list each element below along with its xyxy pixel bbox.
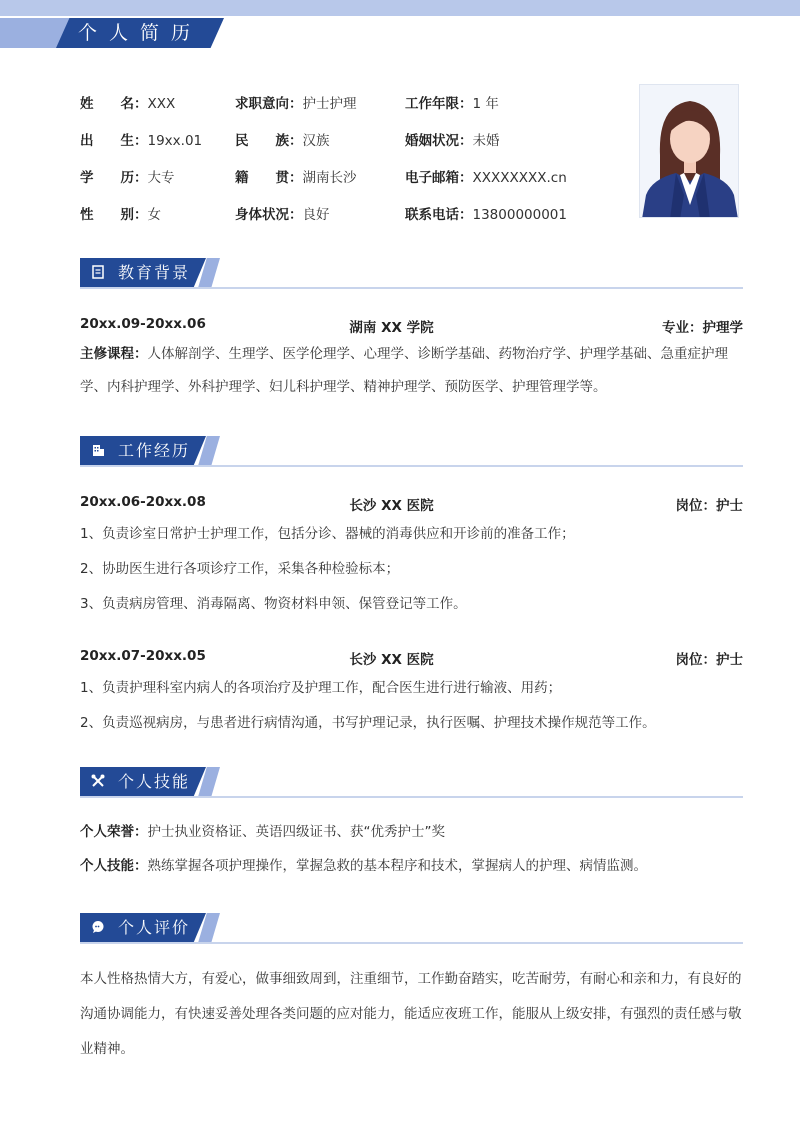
info-birth: 出 生：19xx.01 [80, 133, 203, 149]
skill-text: 熟练掌握各项护理操作，掌握急救的基本程序和技术，掌握病人的护理、病情监测。 [147, 858, 647, 874]
info-education: 学 历：大专 [80, 170, 175, 186]
skills-content [80, 815, 745, 883]
education-major: 专业：护理学 [662, 320, 743, 336]
section-divider [80, 796, 743, 798]
skill-line [80, 849, 745, 883]
job-duty-item: 2、协助医生进行各项诊疗工作，采集各种检验标本； [80, 561, 400, 577]
job-organization: 长沙 XX 医院 [349, 652, 434, 668]
job-period: 20xx.06-20xx.08 [80, 494, 206, 510]
section-evaluation-header [80, 913, 743, 945]
courses-text: 人体解剖学、生理学、医学伦理学、心理学、诊断学基础、药物治疗学、护理学基础、急重症护理学、内科护理学、外科护理学、妇儿科护理学、精神护理学、预防医学、护理管理学等。 [80, 346, 728, 395]
section-education-header [80, 258, 743, 290]
avatar-illustration [640, 85, 739, 218]
info-row [80, 197, 620, 234]
section-title: 个人评价 [118, 918, 191, 937]
section-work-header [80, 436, 743, 468]
skill-label: 个人技能： [80, 858, 148, 874]
info-work-years: 工作年限：1 年 [405, 96, 499, 112]
honor-line [80, 815, 745, 849]
resume-title-banner [0, 18, 230, 48]
job-duties [80, 671, 745, 741]
page-title: 个人简历 [77, 22, 202, 44]
top-band [0, 0, 800, 16]
info-name: 姓 名：XXX [80, 96, 176, 112]
info-email: 电子邮箱：XXXXXXXX.cn [405, 170, 567, 186]
job-duty-item: 2、负责巡视病房，与患者进行病情沟通，书写护理记录，执行医嘱、护理技术操作规范等工作。 [80, 715, 656, 731]
tools-icon [90, 774, 106, 790]
job-position: 岗位：护士 [675, 652, 743, 668]
job-position: 岗位：护士 [675, 498, 743, 514]
section-skills-header [80, 767, 743, 799]
section-divider [80, 942, 743, 944]
basic-info [80, 86, 620, 234]
info-row [80, 160, 620, 197]
education-period: 20xx.09-20xx.06 [80, 316, 206, 332]
job-duty-item: 1、负责诊室日常护士护理工作，包括分诊、器械的消毒供应和开诊前的准备工作； [80, 526, 575, 542]
section-title: 个人技能 [118, 772, 191, 791]
education-school: 湖南 XX 学院 [349, 320, 434, 336]
info-row [80, 86, 620, 123]
job-duty-item: 1、负责护理科室内病人的各项治疗及护理工作，配合医生进行进行输液、用药； [80, 680, 562, 696]
info-job-intention: 求职意向：护士护理 [235, 96, 357, 112]
education-courses [80, 338, 745, 404]
job-period: 20xx.07-20xx.05 [80, 648, 206, 664]
section-title: 教育背景 [118, 263, 191, 282]
evaluation-text: 本人性格热情大方，有爱心，做事细致周到，注重细节，工作勤奋踏实，吃苦耐劳，有耐心和亲和力，有良好的沟通协调能力，有快速妥善处理各类问题的应对能力，能适应夜班工作，能服从上级安排，有强烈的责任感与敬业精神。 [80, 971, 742, 1057]
job-entry-header [80, 494, 743, 514]
info-marital-status: 婚姻状况：未婚 [405, 133, 500, 149]
info-health: 身体状况：良好 [235, 207, 330, 223]
honor-label: 个人荣誉： [80, 824, 148, 840]
info-gender: 性 别：女 [80, 207, 161, 223]
job-duty-item: 3、负责病房管理、消毒隔离、物资材料申领、保管登记等工作。 [80, 596, 467, 612]
info-row [80, 123, 620, 160]
courses-label: 主修课程： [80, 346, 148, 362]
profile-photo [639, 84, 739, 218]
chat-bubble-icon [90, 920, 106, 936]
honor-text: 护士执业资格证、英语四级证书、获“优秀护士”奖 [147, 824, 445, 840]
section-title: 工作经历 [118, 441, 191, 460]
book-icon [90, 265, 106, 281]
job-entry-header [80, 648, 743, 668]
info-ethnicity: 民 族：汉族 [235, 133, 330, 149]
info-phone: 联系电话：13800000001 [405, 207, 567, 223]
info-hometown: 籍 贯：湖南长沙 [235, 170, 357, 186]
education-entry-header [80, 316, 743, 336]
section-divider [80, 465, 743, 467]
section-divider [80, 287, 743, 289]
job-organization: 长沙 XX 医院 [349, 498, 434, 514]
building-icon [90, 443, 106, 459]
job-duties [80, 517, 745, 622]
